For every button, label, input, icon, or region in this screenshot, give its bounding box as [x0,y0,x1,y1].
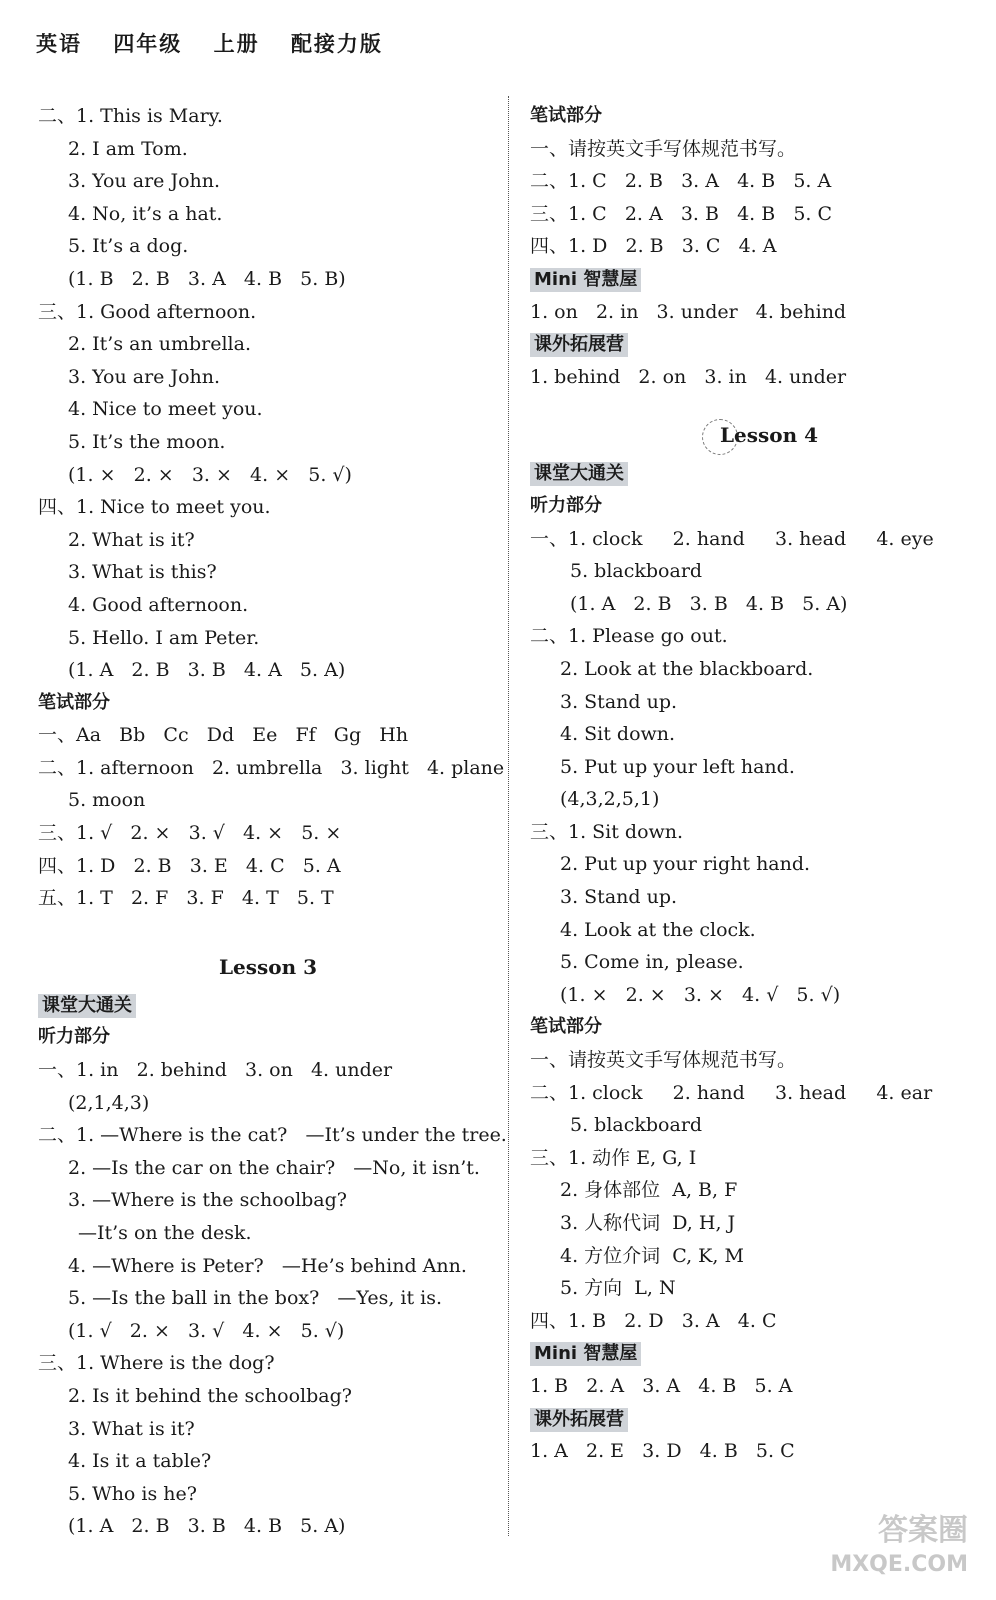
answer-line: 二、1. —Where is the cat? —It’s under the tree. [38,1124,507,1147]
section-badge: Mini 智慧屋 [530,268,641,292]
answer-line: 3. You are John. [68,170,221,193]
answer-line: 5. blackboard [570,1114,703,1137]
section-heading: 听力部分 [38,1026,110,1048]
answer-line: (1. √ 2. × 3. √ 4. × 5. √) [68,1319,345,1342]
header-subject: 英语 [36,32,82,56]
header-edition: 配接力版 [290,32,383,56]
header-grade: 四年级 [113,32,183,56]
left-column [38,100,507,1543]
answer-line: 4. Sit down. [560,723,676,746]
section-badge: 课外拓展营 [530,333,628,357]
section-heading: 听力部分 [530,494,602,516]
answer-line: (1. B 2. B 3. A 4. B 5. B) [68,267,346,290]
answer-line: 一、1. clock 2. hand 3. head 4. eye [530,527,934,550]
answer-line: (1. A 2. B 3. B 4. B 5. A) [68,1515,346,1538]
answer-line: (1. × 2. × 3. × 4. × 5. √) [68,463,352,486]
right-column [530,100,990,1468]
section-badge: 课堂大通关 [530,462,628,486]
answer-line: 3. Stand up. [560,886,678,909]
answer-line: (4,3,2,5,1) [560,788,660,811]
answer-line: 三、1. Good afternoon. [38,300,257,323]
answer-line: 二、1. Please go out. [530,625,728,648]
answer-line: 4. 方位介词 C, K, M [560,1244,744,1267]
answer-line: 三、1. C 2. A 3. B 4. B 5. C [530,202,833,225]
answer-line: 三、1. Sit down. [530,820,684,843]
answer-line: 3. 人称代词 D, H, J [560,1212,736,1234]
watermark-logo: 答案圈 MXQE.COM [830,1513,968,1577]
section-badge: Mini 智慧屋 [530,1342,641,1366]
answer-line: 5. It’s the moon. [68,430,226,453]
answer-line: 二、1. clock 2. hand 3. head 4. ear [530,1081,933,1104]
answer-line: 五、1. T 2. F 3. F 4. T 5. T [38,887,334,910]
section-badge: 课堂大通关 [38,994,136,1018]
answer-line: 二、1. C 2. B 3. A 4. B 5. A [530,170,832,193]
header-volume: 上册 [213,32,260,56]
answer-line: (1. A 2. B 3. B 4. A 5. A) [68,659,346,682]
page-header [36,28,405,58]
answer-line: 5. Put up your left hand. [560,755,795,778]
answer-line: 5. blackboard [570,560,703,583]
answer-line: 1. B 2. A 3. A 4. B 5. A [530,1374,793,1397]
answer-line: 5. 方向 L, N [560,1277,676,1300]
answer-line: 2. Put up your right hand. [560,853,811,876]
answer-line: 2. What is it? [68,528,195,551]
answer-line: (1. A 2. B 3. B 4. B 5. A) [570,592,848,615]
answer-line: 2. —Is the car on the chair? —No, it isn’t. [68,1156,480,1179]
column-divider [508,96,509,1536]
answer-line: 2. I am Tom. [68,137,188,160]
answer-line: 四、1. Nice to meet you. [38,496,271,519]
answer-line: 三、1. Where is the dog? [38,1352,275,1375]
answer-line: 4. Is it a table? [68,1450,212,1473]
section-heading: 笔试部分 [530,1016,602,1038]
answer-line: 三、1. √ 2. × 3. √ 4. × 5. × [38,822,342,845]
answer-line: 5. Come in, please. [560,951,744,974]
answer-line: 4. Nice to meet you. [68,398,263,421]
answer-line: 一、请按英文手写体规范书写。 [530,137,797,160]
answer-line: —It’s on the desk. [78,1222,252,1244]
answer-line: 四、1. D 2. B 3. C 4. A [530,235,777,258]
answer-line: 3. —Where is the schoolbag? [68,1189,347,1212]
section-heading: 笔试部分 [530,105,602,126]
answer-line: 2. Look at the blackboard. [560,657,814,680]
answer-line: 4. Good afternoon. [68,593,249,616]
answer-line: 四、1. B 2. D 3. A 4. C [530,1309,777,1332]
answer-line: 二、1. afternoon 2. umbrella 3. light 4. plane [38,756,505,779]
answer-line: 2. Is it behind the schoolbag? [68,1384,352,1407]
answer-line: 3. What is it? [68,1417,195,1440]
section-badge: 课外拓展营 [530,1408,628,1432]
answer-line: 2. It’s an umbrella. [68,333,252,356]
answer-line: 5. —Is the ball in the box? —Yes, it is. [68,1287,443,1310]
answer-line: 一、1. in 2. behind 3. on 4. under [38,1059,393,1082]
answer-line: 三、1. 动作 E, G, I [530,1146,697,1169]
answer-line: 4. Look at the clock. [560,918,756,941]
answer-line: 1. A 2. E 3. D 4. B 5. C [530,1440,795,1463]
answer-line: 二、1. This is Mary. [38,105,223,127]
answer-line: 1. on 2. in 3. under 4. behind [530,300,847,323]
lesson-title: Lesson 3 [218,954,318,979]
answer-line: 5. Who is he? [68,1482,197,1505]
answer-line: 5. moon [68,789,146,812]
answer-line: (1. × 2. × 3. × 4. √ 5. √) [560,983,841,1006]
section-heading: 笔试部分 [38,691,110,713]
answer-line: 3. What is this? [68,561,217,584]
answer-line: 4. No, it’s a hat. [68,202,223,225]
answer-line: 5. Hello. I am Peter. [68,626,260,649]
answer-line: 5. It’s a dog. [68,235,189,258]
answer-line: (2,1,4,3) [68,1091,150,1114]
answer-line: 3. You are John. [68,365,221,388]
lesson-title: Lesson 4 [530,413,990,457]
answer-line: 3. Stand up. [560,690,678,713]
answer-line: 四、1. D 2. B 3. E 4. C 5. A [38,854,341,877]
answer-line: 一、请按英文手写体规范书写。 [530,1049,797,1072]
answer-line: 一、Aa Bb Cc Dd Ee Ff Gg Hh [38,724,409,747]
answer-line: 2. 身体部位 A, B, F [560,1179,738,1202]
answer-line: 4. —Where is Peter? —He’s behind Ann. [68,1254,467,1277]
answer-line: 1. behind 2. on 3. in 4. under [530,365,847,388]
